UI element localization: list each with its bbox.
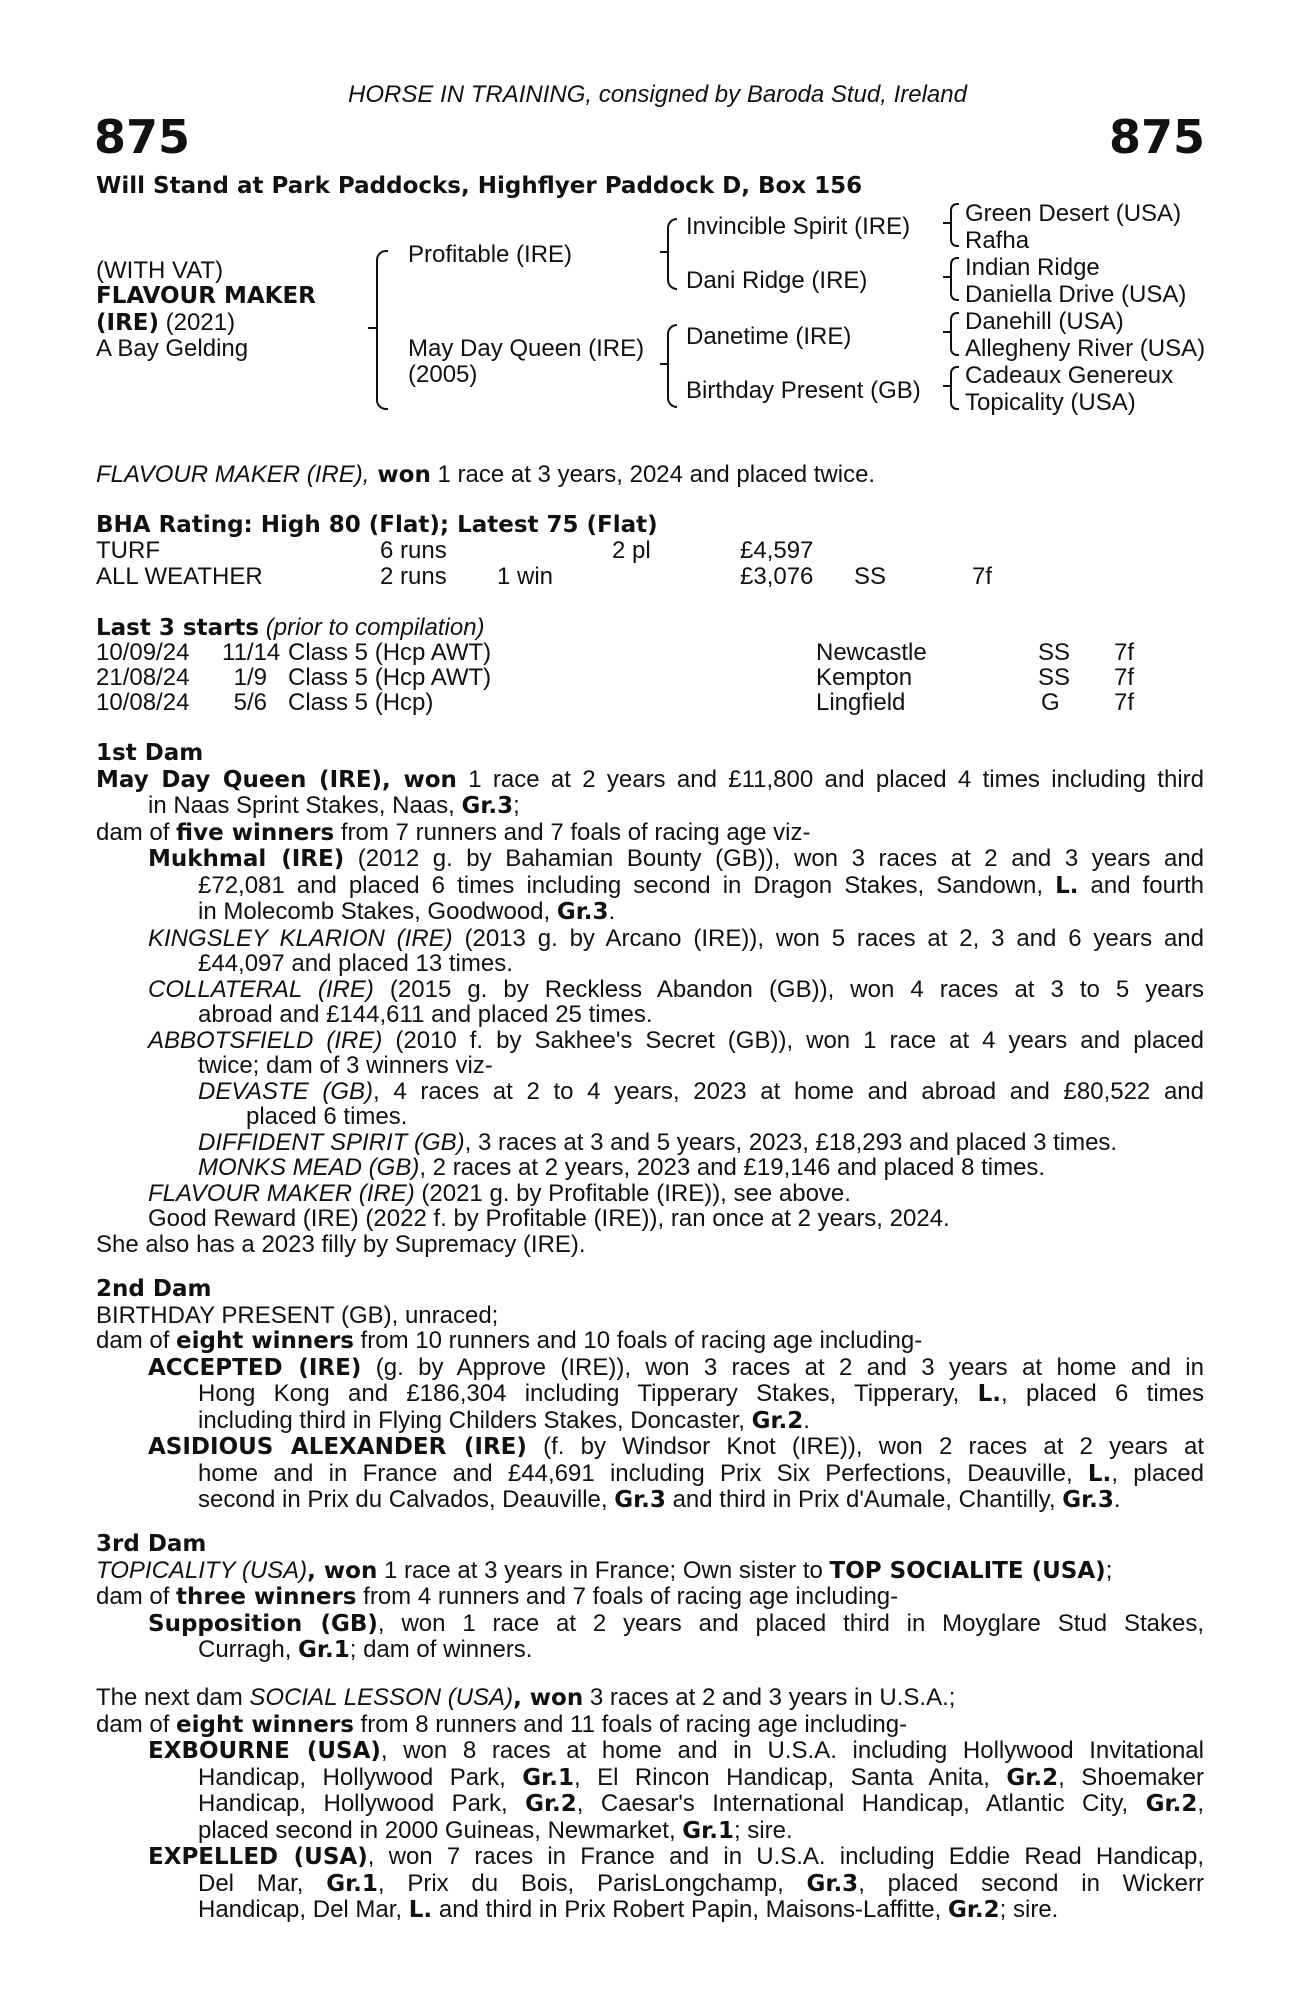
progeny-line — [96, 1181, 1204, 1207]
dam3-line — [96, 1558, 1204, 1585]
summary-won: won — [369, 462, 431, 488]
first-dam-section — [96, 741, 1204, 1257]
progeny-record: , won 8 races at home and in U.S.A. including Hollywood Invitational — [380, 1737, 1204, 1764]
grade: Gr.2 — [525, 1791, 577, 1817]
punct: ; — [513, 792, 520, 819]
progeny-line — [96, 1871, 1204, 1898]
progeny-line — [96, 977, 1204, 1003]
rating-surface: ALL WEATHER — [96, 563, 263, 590]
progeny-line: abroad and £144,611 and placed 25 times. — [198, 1001, 653, 1028]
horse-name: FLAVOUR MAKER — [96, 283, 316, 309]
next-dam-section — [96, 1685, 1204, 1924]
progeny-record: Handicap, Hollywood Park, — [198, 1763, 523, 1791]
grade: Gr.1 — [326, 1870, 378, 1897]
last3-title: Last 3 starts — [96, 615, 260, 641]
sire-brace-tip — [660, 251, 668, 253]
sire: Profitable (IRE) — [408, 241, 573, 268]
punct: . — [803, 1406, 810, 1434]
punct: , — [1197, 1790, 1204, 1817]
last3-heading — [96, 615, 485, 642]
horse-description: A Bay Gelding — [96, 335, 249, 362]
progeny-line: £44,097 and placed 13 times. — [198, 950, 513, 977]
progeny-record: £72,081 and placed 6 times including second in Dragon Stakes, Sandown, — [198, 871, 1056, 899]
race-summary — [96, 462, 875, 489]
progeny-line — [96, 1818, 1204, 1845]
progeny-line — [96, 1487, 1204, 1514]
start-dist: 7f — [1114, 664, 1135, 691]
dam-name: SOCIAL LESSON (USA) — [249, 1684, 514, 1711]
dam1-line — [96, 820, 1204, 847]
sds: Indian Ridge — [965, 254, 1100, 281]
progeny-record: placed second in 2000 Guineas, Newmarket, — [198, 1816, 683, 1844]
sire-dam: Dani Ridge (IRE) — [686, 267, 868, 294]
progeny-record: (g. by Approve (IRE)), won 3 races at 2 and 3 years at home and in — [361, 1353, 1204, 1381]
progeny-record: (f. by Windsor Knot (IRE)), won 2 races at 2 years at — [526, 1433, 1204, 1460]
progeny-line — [96, 1897, 1204, 1924]
grandprogeny-line — [96, 1079, 1204, 1105]
grade: Gr.2 — [1006, 1764, 1059, 1791]
rating-going: SS — [854, 563, 887, 590]
rating-placed: 2 pl — [612, 537, 651, 564]
progeny-name: EXBOURNE (USA) — [148, 1738, 381, 1764]
dd-brace — [950, 366, 959, 410]
summary-comma: , — [362, 461, 370, 488]
text: dam of — [96, 1327, 177, 1354]
progeny-name: ABBOTSFIELD (IRE) — [148, 1026, 383, 1054]
progeny-line: Good Reward (IRE) (2022 f. by Profitable (IRE)), ran once at 2 years, 2024. — [148, 1205, 950, 1232]
progeny-record: , Shoemaker — [1058, 1763, 1204, 1791]
rating-prize: £4,597 — [740, 537, 814, 564]
progeny-name: Supposition (GB) — [148, 1610, 378, 1637]
progeny-record: , placed 6 times — [1001, 1380, 1204, 1407]
ss-brace-tip — [943, 222, 951, 224]
progeny-record: , El Rincon Handicap, Santa Anita, — [573, 1763, 1007, 1791]
start-course: Newcastle — [816, 639, 927, 666]
dam-record: 3 races at 2 and 3 years in U.S.A.; — [583, 1684, 956, 1711]
first-dam-heading: 1st Dam — [96, 740, 204, 766]
text: from 8 runners and 11 foals of racing age including- — [353, 1710, 908, 1738]
progeny-name: MONKS MEAD (GB) — [198, 1154, 420, 1181]
punct: . — [1113, 1486, 1121, 1513]
dam-dam: Birthday Present (GB) — [686, 377, 921, 404]
summary-rest: 1 race at 3 years, 2024 and placed twice. — [430, 461, 876, 488]
dam1-line: She also has a 2023 filly by Supremacy (IRE). — [96, 1230, 586, 1258]
progeny-record: Handicap, Hollywood Park, — [198, 1790, 526, 1817]
progeny-record: Hong Kong and £186,304 including Tipperary Stakes, Tipperary, — [198, 1380, 978, 1407]
sire-sire: Invincible Spirit (IRE) — [686, 213, 911, 240]
pedigree-brace-tip — [368, 327, 378, 329]
start-dist: 7f — [1114, 639, 1135, 666]
progeny-record: , placed second in Wickerr — [858, 1869, 1204, 1897]
progeny-line — [96, 846, 1204, 873]
rating-surface: TURF — [96, 537, 160, 564]
grade: Gr.2 — [1145, 1791, 1198, 1817]
grade: L. — [1055, 872, 1079, 899]
progeny-line: twice; dam of 3 winners viz- — [198, 1052, 493, 1079]
progeny-line — [96, 1028, 1204, 1054]
pedigree-brace — [376, 250, 388, 410]
ddd: Topicality (USA) — [965, 389, 1136, 416]
progeny-record: (2012 g. by Bahamian Bounty (GB)), won 3 races at 2 and 3 years and — [344, 845, 1205, 872]
progeny-name: ASIDIOUS ALEXANDER (IRE) — [148, 1434, 527, 1460]
dam2-line: BIRTHDAY PRESENT (GB), unraced; — [96, 1301, 499, 1329]
rating-title: BHA Rating: High 80 (Flat); Latest 75 (Flat) — [96, 512, 658, 538]
progeny-name: Mukhmal (IRE) — [148, 846, 345, 872]
progeny-name: DIFFIDENT SPIRIT (GB) — [198, 1128, 465, 1156]
progeny-record: and third in Prix d'Aumale, Chantilly, — [665, 1486, 1063, 1513]
second-dam-section — [96, 1277, 1204, 1514]
start-going: SS — [1038, 639, 1071, 666]
progeny-record: , 2 races at 2 years, 2023 and £19,146 and placed 8 times. — [419, 1154, 1046, 1181]
dam1-line — [96, 793, 1204, 820]
punct: . — [608, 898, 616, 925]
grandprogeny-line: placed 6 times. — [246, 1103, 408, 1130]
progeny-name: EXPELLED (USA) — [148, 1844, 368, 1870]
grade: Gr.1 — [682, 1817, 734, 1844]
dam-sire: Danetime (IRE) — [686, 323, 852, 350]
progeny-record: including third in Flying Childers Stakes, Doncaster, — [198, 1406, 752, 1434]
dsd: Allegheny River (USA) — [965, 335, 1206, 362]
grade: Gr.3 — [461, 793, 514, 819]
progeny-line — [96, 1844, 1204, 1871]
dss: Danehill (USA) — [965, 308, 1124, 335]
dam-record: in Naas Sprint Stakes, Naas, — [148, 792, 462, 819]
progeny-record: second in Prix du Calvados, Deauville, — [198, 1486, 615, 1513]
progeny-line — [96, 1434, 1204, 1461]
start-course: Lingfield — [816, 689, 906, 716]
progeny-record: , won 7 races in France and in U.S.A. including Eddie Read Handicap, — [367, 1843, 1204, 1870]
winners-count: three winners — [176, 1584, 357, 1610]
sibling-name: TOP SOCIALITE (USA) — [829, 1557, 1106, 1584]
progeny-name: COLLATERAL (IRE) — [148, 975, 374, 1003]
progeny-record: (2013 g. by Arcano (IRE)), won 5 races at 2, 3 and 6 years and — [452, 924, 1204, 952]
text: The next dam — [96, 1684, 250, 1711]
progeny-line — [96, 1637, 1204, 1664]
vat-label: (WITH VAT) — [96, 257, 224, 284]
grandprogeny-line — [96, 1155, 1204, 1181]
grade: Gr.3 — [806, 1870, 859, 1897]
progeny-record: home and in France and £44,691 including Prix Six Perfections, Deauville, — [198, 1459, 1088, 1487]
progeny-record: ; sire. — [999, 1896, 1059, 1923]
dds: Cadeaux Genereux — [965, 362, 1174, 389]
lot-number-left: 875 — [94, 110, 191, 164]
ds-brace — [950, 312, 959, 356]
ssd: Rafha — [965, 227, 1030, 254]
dam-brace-tip — [660, 363, 668, 365]
progeny-record: Del Mar, — [198, 1869, 327, 1897]
start-going: G — [1041, 689, 1060, 716]
rating-dist: 7f — [972, 563, 993, 590]
dd-brace-tip — [943, 385, 951, 387]
progeny-line — [96, 926, 1204, 952]
nextdam-line — [96, 1712, 1204, 1739]
progeny-line — [96, 1461, 1204, 1488]
ds-brace-tip — [943, 331, 951, 333]
start-course: Kempton — [816, 664, 913, 691]
dam-year: (2005) — [408, 361, 478, 388]
progeny-record: Curragh, — [198, 1636, 299, 1663]
won-label: , won — [513, 1685, 584, 1711]
progeny-name: ACCEPTED (IRE) — [148, 1354, 362, 1381]
progeny-name: FLAVOUR MAKER (IRE) — [148, 1179, 415, 1207]
start-date: 10/08/24 — [96, 689, 190, 716]
dam1-line — [96, 767, 1204, 794]
start-date: 10/09/24 — [96, 639, 190, 666]
progeny-record: (2021 g. by Profitable (IRE)), see above. — [414, 1179, 851, 1207]
progeny-record: , 4 races at 2 to 4 years, 2023 at home and abroad and £80,522 and — [373, 1077, 1204, 1105]
ss-brace — [950, 203, 959, 247]
dam2-line — [96, 1328, 1204, 1355]
dam: May Day Queen (IRE) — [408, 335, 645, 362]
rating-wins: 1 win — [497, 563, 554, 590]
horse-country: (IRE) — [96, 310, 160, 336]
grade: Gr.2 — [947, 1897, 1000, 1923]
progeny-record: , won 1 race at 2 years and placed third in Moyglare Stud Stakes, — [377, 1609, 1204, 1637]
start-pos: 5/6 — [233, 689, 267, 716]
text: dam of — [96, 1710, 177, 1738]
sdd: Daniella Drive (USA) — [965, 281, 1187, 308]
progeny-line — [96, 899, 1204, 926]
start-going: SS — [1038, 664, 1071, 691]
rating-prize: £3,076 — [740, 563, 814, 590]
grade: L. — [977, 1381, 1002, 1407]
progeny-record: ; dam of winners. — [349, 1636, 533, 1663]
dam-brace — [667, 324, 677, 408]
progeny-record: in Molecomb Stakes, Goodwood, — [198, 898, 557, 925]
punct: ; — [1105, 1556, 1113, 1584]
consignor-line: HORSE IN TRAINING, consigned by Baroda Stud, Ireland — [348, 81, 967, 108]
rating-runs: 6 runs — [380, 537, 447, 564]
sd-brace — [950, 257, 959, 301]
progeny-record: (2010 f. by Sakhee's Secret (GB)), won 1 race at 4 years and placed — [382, 1026, 1204, 1054]
won-label: , won — [307, 1557, 378, 1584]
progeny-line — [96, 1791, 1204, 1818]
text: dam of — [96, 818, 177, 846]
dam-name: TOPICALITY (USA) — [96, 1556, 308, 1584]
third-dam-heading: 3rd Dam — [96, 1531, 207, 1557]
start-class: Class 5 (Hcp AWT) — [288, 639, 492, 666]
grade: Gr.2 — [751, 1407, 804, 1434]
start-class: Class 5 (Hcp) — [288, 689, 434, 716]
progeny-line — [96, 1408, 1204, 1435]
progeny-line — [96, 873, 1204, 900]
grade: Gr.3 — [556, 899, 609, 925]
start-date: 21/08/24 — [96, 664, 190, 691]
progeny-line — [96, 1738, 1204, 1765]
progeny-name: DEVASTE (GB) — [198, 1077, 374, 1105]
progeny-record: , placed — [1111, 1459, 1204, 1487]
stand-line: Will Stand at Park Paddocks, Highflyer Paddock D, Box 156 — [96, 173, 863, 199]
third-dam-section — [96, 1532, 1204, 1664]
start-pos: 1/9 — [233, 664, 267, 691]
progeny-record: (2015 g. by Reckless Abandon (GB)), won 4 races at 3 to 5 years — [373, 975, 1204, 1003]
winners-count: eight winners — [176, 1711, 354, 1738]
lot-number-right: 875 — [1108, 110, 1205, 164]
grade: Gr.1 — [298, 1637, 350, 1663]
horse-year: (2021) — [159, 309, 236, 336]
progeny-line — [96, 1765, 1204, 1792]
progeny-record: and third in Prix Robert Papin, Maisons-Laffitte, — [432, 1896, 948, 1923]
last3-subtitle: (prior to compilation) — [259, 614, 485, 641]
progeny-line — [96, 1381, 1204, 1408]
grade: L. — [1087, 1460, 1112, 1487]
progeny-record: and fourth — [1078, 871, 1205, 899]
rating-runs: 2 runs — [380, 563, 447, 590]
grandprogeny-line — [96, 1130, 1204, 1156]
dam-record: 1 race at 2 years and £11,800 and placed 4 times including third — [456, 765, 1204, 793]
winners-count: eight winners — [176, 1328, 354, 1354]
winners-count: five winners — [176, 819, 335, 846]
dam-name: May Day Queen (IRE), won — [96, 766, 457, 793]
grade: L. — [408, 1897, 433, 1923]
progeny-record: Handicap, Del Mar, — [198, 1896, 409, 1923]
nextdam-line — [96, 1685, 1204, 1712]
start-dist: 7f — [1114, 689, 1135, 716]
text: from 7 runners and 7 foals of racing age viz- — [334, 818, 811, 846]
summary-name: FLAVOUR MAKER (IRE) — [96, 461, 363, 488]
progeny-record: ; sire. — [733, 1816, 793, 1844]
sire-brace — [667, 218, 677, 290]
grade: Gr.1 — [522, 1764, 574, 1791]
start-pos: 11/14 — [222, 639, 281, 666]
progeny-record: , 3 races at 3 and 5 years, 2023, £18,293 and placed 3 times. — [464, 1128, 1118, 1156]
second-dam-heading: 2nd Dam — [96, 1276, 212, 1302]
dam-record: 1 race at 3 years in France; Own sister to — [377, 1556, 830, 1584]
sd-brace-tip — [943, 276, 951, 278]
horse-name-line2 — [96, 310, 235, 337]
progeny-record: , Caesar's International Handicap, Atlantic City, — [576, 1790, 1146, 1817]
progeny-line — [96, 1355, 1204, 1382]
grade: Gr.3 — [1062, 1487, 1114, 1513]
progeny-name: KINGSLEY KLARION (IRE) — [148, 924, 453, 952]
sss: Green Desert (USA) — [965, 200, 1182, 227]
grade: Gr.3 — [614, 1487, 666, 1513]
start-class: Class 5 (Hcp AWT) — [288, 664, 492, 691]
progeny-line — [96, 1611, 1204, 1638]
text: from 10 runners and 10 foals of racing age including- — [353, 1327, 923, 1354]
text: from 4 runners and 7 foals of racing age including- — [356, 1583, 899, 1610]
dam3-line — [96, 1584, 1204, 1611]
progeny-record: , Prix du Bois, ParisLongchamp, — [377, 1869, 807, 1897]
text: dam of — [96, 1583, 177, 1610]
